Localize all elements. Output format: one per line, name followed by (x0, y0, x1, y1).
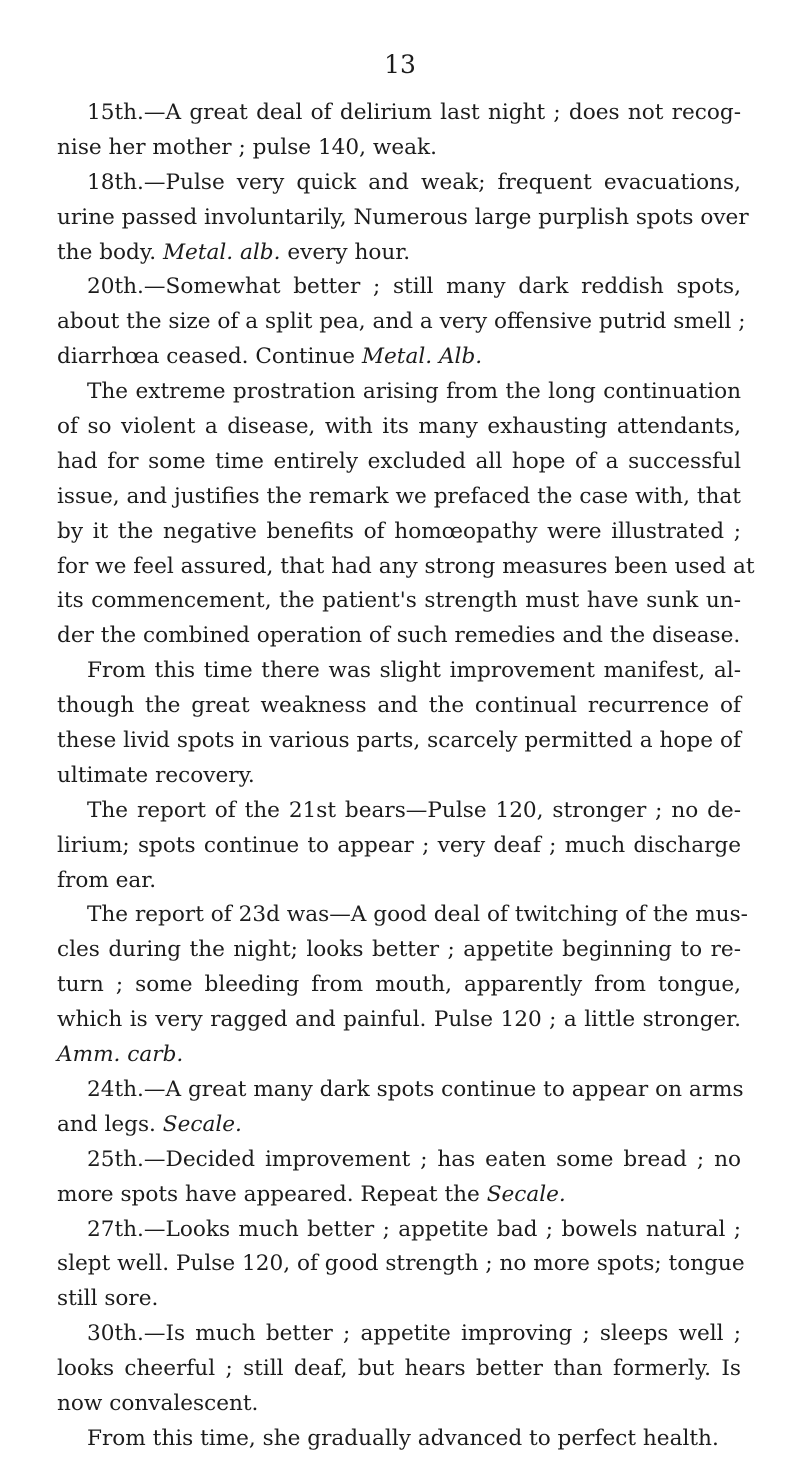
text-fragment: more spots have appeared. Repeat the (57, 1181, 487, 1207)
text-line (57, 1038, 741, 1073)
text-line: 15th.—A great deal of delirium last night ; does not recog- (87, 100, 741, 125)
text-fragment: diarrhœa ceased. Continue (57, 344, 362, 370)
text-line: 18th.—Pulse very quick and weak; frequent evacuations, (87, 169, 741, 195)
text-line: lirium; spots continue to appear ; very deaf ; much discharge (57, 832, 741, 858)
text-line: 27th.—Looks much better ; appetite bad ; bowels natural ; (87, 1216, 741, 1242)
text-line: turn ; some bleeding from mouth, apparently from tongue, (57, 972, 741, 998)
text-fragment: every hour. (280, 239, 411, 265)
text-line: The extreme prostration arising from the long continuation (87, 379, 741, 405)
text-line: had for some time entirely excluded all hope of a successful (57, 448, 741, 474)
italic-remedy-name: Amm. carb. (57, 1042, 184, 1068)
text-line: still sore. (57, 1286, 159, 1312)
text-line: of so violent a disease, with its many exhausting attendants, (57, 414, 741, 440)
text-line: issue, and justifies the remark we prefaced the case with, that (57, 483, 741, 509)
text-line: slept well. Pulse 120, of good strength ; no more spots; tongue (57, 1251, 745, 1277)
text-line: cles during the night; looks better ; appetite beginning to re- (57, 937, 741, 963)
text-line: about the size of a split pea, and a very offensive putrid smell ; (57, 309, 746, 335)
italic-remedy-name: Metal. alb. (162, 239, 281, 265)
page-number: 13 (384, 50, 416, 79)
text-line: nise her mother ; pulse 140, weak. (57, 134, 437, 160)
text-line: looks cheerful ; still deaf, but hears better than formerly. Is (57, 1356, 741, 1382)
text-line: now convalescent. (57, 1390, 259, 1416)
text-line (57, 236, 741, 271)
text-line: der the combined operation of such remedies and the disease. (57, 623, 741, 649)
text-line: 30th.—Is much better ; appetite improving ; sleeps well ; (87, 1321, 741, 1347)
italic-remedy-name: Secale. (486, 1181, 566, 1207)
text-line: The report of 23d was—A good deal of twitching of the mus- (87, 902, 748, 928)
text-line: 25th.—Decided improvement ; has eaten some bread ; no (87, 1146, 741, 1172)
text-fragment: and legs. (57, 1111, 163, 1137)
text-line: ultimate recovery. (57, 762, 255, 788)
body-text (57, 96, 755, 1457)
text-line: 20th.—Somewhat better ; still many dark reddish spots, (87, 274, 741, 300)
italic-remedy-name: Metal. Alb. (361, 344, 483, 370)
text-line: which is very ragged and painful. Pulse 120 ; a little stronger. (57, 1007, 741, 1033)
text-line: its commencement, the patient's strength must have sunk un- (57, 588, 741, 614)
text-line (57, 340, 741, 375)
text-line: for we feel assured, that had any strong measures been used at (57, 553, 755, 579)
text-line: urine passed involuntarily, Numerous large purplish spots over (57, 204, 749, 230)
text-fragment: the body. (57, 239, 163, 265)
text-line: From this time there was slight improvement manifest, al- (87, 658, 741, 684)
text-line: The report of the 21st bears—Pulse 120, stronger ; no de- (87, 797, 741, 823)
text-line: From this time, she gradually advanced to perfect health. (87, 1425, 719, 1451)
text-line: 24th.—A great many dark spots continue to appear on arms (87, 1076, 744, 1102)
text-line (57, 1178, 741, 1213)
text-line: by it the negative benefits of homœopathy were illustrated ; (57, 518, 741, 544)
text-line (57, 1108, 741, 1143)
text-line: these livid spots in various parts, scarcely permitted a hope of (57, 728, 741, 754)
italic-remedy-name: Secale. (162, 1111, 242, 1137)
text-line: from ear. (57, 867, 157, 893)
text-line: though the great weakness and the continual recurrence of (57, 693, 741, 719)
